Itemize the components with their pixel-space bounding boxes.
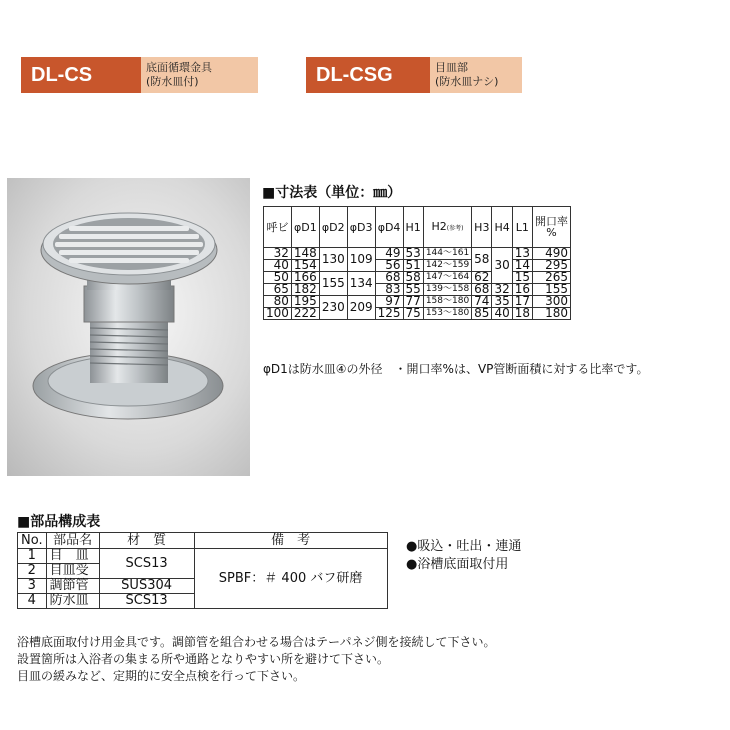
- model-code: DL-CSG: [306, 57, 430, 93]
- cell-no: 3: [18, 579, 47, 594]
- cell-d1: 166: [291, 272, 319, 284]
- model-desc-line2: (防水皿ナシ): [435, 75, 499, 88]
- header-d1: φD1: [291, 207, 319, 248]
- model-dl-cs: [21, 57, 258, 93]
- header-d3: φD3: [347, 207, 375, 248]
- dimension-table: [263, 206, 571, 320]
- header-remarks: 備 考: [194, 533, 387, 549]
- cell-h4: 35: [492, 296, 512, 308]
- header-d4: φD4: [375, 207, 403, 248]
- cell-ratio: 155: [533, 284, 571, 296]
- cell-ratio: 265: [533, 272, 571, 284]
- cell-remarks: SPBF：＃ 400 バフ研磨: [194, 549, 387, 609]
- model-desc-line1: 目皿部: [435, 61, 468, 74]
- cell-d2: 130: [319, 248, 347, 272]
- cell-h1: 55: [403, 284, 423, 296]
- cell-d1: 182: [291, 284, 319, 296]
- usage-note: 目皿の緩みなど、定期的に安全点検を行って下さい。: [17, 669, 306, 683]
- cell-h1: 75: [403, 308, 423, 320]
- usage-note: 浴槽底面取付け用金具です。調節管を組合わせる場合はテーパネジ側を接続して下さい。: [17, 635, 496, 649]
- header-d2: φD2: [319, 207, 347, 248]
- header-part-name: 部品名: [46, 533, 99, 549]
- cell-h1: 53: [403, 248, 423, 260]
- cell-h1: 58: [403, 272, 423, 284]
- cell-h3: 62: [472, 272, 492, 284]
- cell-h3: 68: [472, 284, 492, 296]
- table-header-row: [264, 207, 571, 248]
- cell-h4: 32: [492, 284, 512, 296]
- header-h4: H4: [492, 207, 512, 248]
- header-no: No.: [18, 533, 47, 549]
- cell-part-name: 目皿受: [46, 564, 99, 579]
- header-ratio: [533, 207, 571, 248]
- table-row: [264, 308, 571, 320]
- cell-d4: 83: [375, 284, 403, 296]
- cell-d1: 148: [291, 248, 319, 260]
- cell-h1: 51: [403, 260, 423, 272]
- cell-l1: 18: [512, 308, 532, 320]
- header-ratio-label: 開口率: [535, 215, 569, 228]
- cell-h4: 40: [492, 308, 512, 320]
- cell-h3: 58: [472, 248, 492, 272]
- header-h2-label: H2: [431, 219, 447, 233]
- model-code: DL-CS: [21, 57, 141, 93]
- cell-d3: 109: [347, 248, 375, 272]
- cell-d4: 49: [375, 248, 403, 260]
- cell-ratio: 295: [533, 260, 571, 272]
- dimension-table-title: ■寸法表（単位：㎜）: [262, 185, 402, 201]
- header-h2-note: (参考): [446, 224, 464, 232]
- cell-yobi: 40: [264, 260, 292, 272]
- cell-material: SCS13: [99, 549, 194, 579]
- cell-d2: 155: [319, 272, 347, 296]
- feature-item: ●浴槽底面取付用: [406, 557, 509, 572]
- cell-l1: 14: [512, 260, 532, 272]
- cell-no: 4: [18, 594, 47, 609]
- model-description: [141, 57, 258, 93]
- cell-l1: 15: [512, 272, 532, 284]
- cell-h1: 77: [403, 296, 423, 308]
- cell-h2: 144～161: [423, 248, 471, 260]
- cell-d1: 154: [291, 260, 319, 272]
- cell-d4: 97: [375, 296, 403, 308]
- cell-d4: 68: [375, 272, 403, 284]
- cell-d4: 56: [375, 260, 403, 272]
- cell-no: 1: [18, 549, 47, 564]
- usage-note: 設置箇所は入浴者の集まる所や通路となりやすい所を避けて下さい。: [17, 652, 390, 666]
- table-row: [18, 549, 388, 564]
- cell-h2: 153～180: [423, 308, 471, 320]
- cell-d3: 134: [347, 272, 375, 296]
- cell-part-name: 調節管: [46, 579, 99, 594]
- table-header-row: [18, 533, 388, 549]
- cell-part-name: 防水皿: [46, 594, 99, 609]
- parts-table-title: ■部品構成表: [17, 514, 101, 530]
- cell-h2: 147～164: [423, 272, 471, 284]
- header-h2: [423, 207, 471, 248]
- cell-l1: 16: [512, 284, 532, 296]
- header-material: 材 質: [99, 533, 194, 549]
- header-h1: H1: [403, 207, 423, 248]
- cell-l1: 17: [512, 296, 532, 308]
- header-ratio-unit: %: [546, 226, 557, 239]
- header-yobi: 呼ビ: [264, 207, 292, 248]
- model-desc-line1: 底面循環金具: [146, 61, 212, 74]
- cell-h3: 85: [472, 308, 492, 320]
- feature-item: ●吸込・吐出・連通: [406, 539, 522, 554]
- cell-h2: 139～158: [423, 284, 471, 296]
- cell-yobi: 32: [264, 248, 292, 260]
- model-desc-line2: (防水皿付): [146, 75, 199, 88]
- cell-d3: 209: [347, 296, 375, 320]
- cell-h2: 158～180: [423, 296, 471, 308]
- cell-yobi: 50: [264, 272, 292, 284]
- cell-d4: 125: [375, 308, 403, 320]
- cell-h3: 74: [472, 296, 492, 308]
- cell-yobi: 80: [264, 296, 292, 308]
- cell-yobi: 100: [264, 308, 292, 320]
- cell-part-name: 目 皿: [46, 549, 99, 564]
- parts-table: [17, 532, 388, 609]
- header-h3: H3: [472, 207, 492, 248]
- drain-fitting-illustration: [7, 178, 250, 476]
- header-l1: L1: [512, 207, 532, 248]
- model-dl-csg: [306, 57, 522, 93]
- cell-d2: 230: [319, 296, 347, 320]
- cell-ratio: 300: [533, 296, 571, 308]
- product-photo: [7, 178, 250, 476]
- model-description: [430, 57, 522, 93]
- cell-yobi: 65: [264, 284, 292, 296]
- cell-no: 2: [18, 564, 47, 579]
- cell-d1: 195: [291, 296, 319, 308]
- cell-material: SCS13: [99, 594, 194, 609]
- cell-h4: 30: [492, 248, 512, 284]
- cell-material: SUS304: [99, 579, 194, 594]
- cell-ratio: 180: [533, 308, 571, 320]
- cell-l1: 13: [512, 248, 532, 260]
- cell-ratio: 490: [533, 248, 571, 260]
- cell-d1: 222: [291, 308, 319, 320]
- dimension-note: φD1は防水皿④の外径 ・開口率%は、VP管断面積に対する比率です。: [263, 362, 649, 376]
- cell-h2: 142～159: [423, 260, 471, 272]
